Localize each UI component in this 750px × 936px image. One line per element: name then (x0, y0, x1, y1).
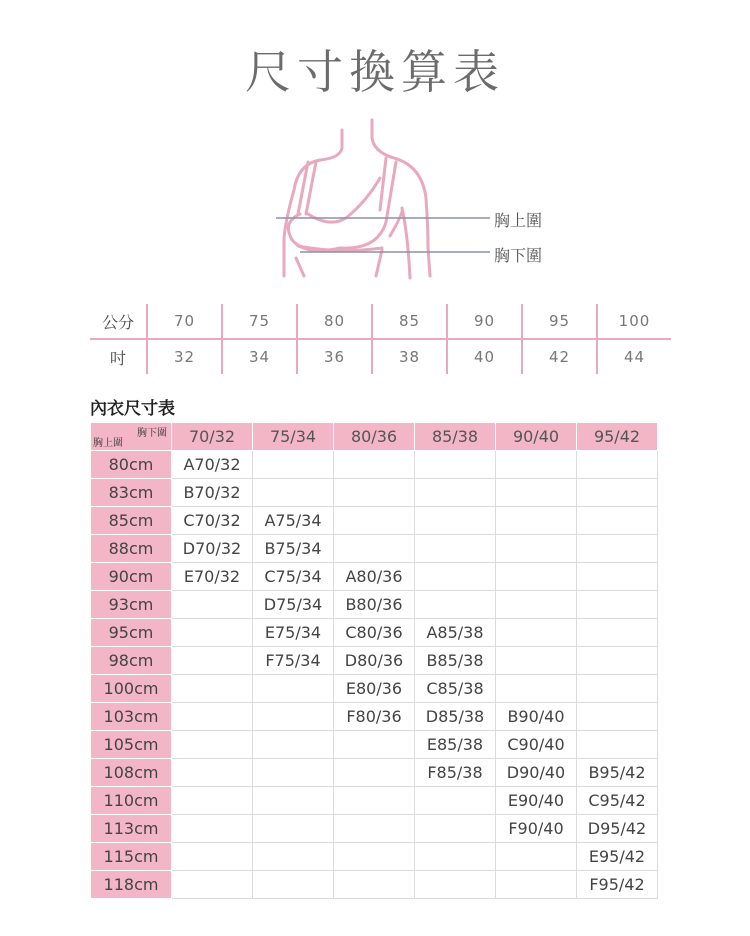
size-cell (172, 731, 253, 759)
cm-value: 80 (297, 304, 372, 339)
size-cell: D70/32 (172, 535, 253, 563)
table-row (91, 759, 658, 787)
size-cell (253, 675, 334, 703)
size-cell (496, 675, 577, 703)
table-row (91, 507, 658, 535)
size-cell (172, 647, 253, 675)
size-cell (577, 675, 658, 703)
size-cell (415, 479, 496, 507)
size-cell: D75/34 (253, 591, 334, 619)
size-cell (253, 787, 334, 815)
inch-value: 34 (222, 339, 297, 374)
size-cell (334, 759, 415, 787)
size-cell (253, 703, 334, 731)
cm-unit-label: 公分 (90, 304, 147, 339)
table-row (91, 563, 658, 591)
table-row (91, 871, 658, 899)
size-cell (496, 647, 577, 675)
size-cell: B75/34 (253, 535, 334, 563)
size-cell: D95/42 (577, 815, 658, 843)
table-row (91, 843, 658, 871)
size-cell: F80/36 (334, 703, 415, 731)
upper-bust-row-label: 105cm (91, 731, 172, 759)
inch-value: 32 (147, 339, 222, 374)
band-column-header: 95/42 (577, 423, 658, 451)
table-row (91, 787, 658, 815)
size-cell: A85/38 (415, 619, 496, 647)
size-cell (415, 843, 496, 871)
size-cell: E80/36 (334, 675, 415, 703)
size-cell (415, 871, 496, 899)
table-row (91, 591, 658, 619)
size-cell (172, 619, 253, 647)
size-cell (334, 479, 415, 507)
upper-bust-row-label: 118cm (91, 871, 172, 899)
size-cell (172, 675, 253, 703)
size-cell (496, 535, 577, 563)
size-cell (172, 759, 253, 787)
size-cell (577, 619, 658, 647)
cm-row (90, 304, 671, 339)
size-cell: B95/42 (577, 759, 658, 787)
size-cell (415, 787, 496, 815)
upper-bust-row-label: 115cm (91, 843, 172, 871)
band-column-header: 90/40 (496, 423, 577, 451)
size-cell (496, 591, 577, 619)
size-cell (496, 507, 577, 535)
cm-value: 70 (147, 304, 222, 339)
upper-bust-row-label: 100cm (91, 675, 172, 703)
size-cell (577, 647, 658, 675)
cm-value: 95 (522, 304, 597, 339)
inch-value: 42 (522, 339, 597, 374)
size-cell: B70/32 (172, 479, 253, 507)
size-cell (577, 535, 658, 563)
upper-bust-row-label: 98cm (91, 647, 172, 675)
size-cell (496, 451, 577, 479)
upper-bust-row-label: 90cm (91, 563, 172, 591)
upper-bust-row-label: 108cm (91, 759, 172, 787)
size-cell (253, 843, 334, 871)
size-cell: E75/34 (253, 619, 334, 647)
size-cell (172, 787, 253, 815)
bust-measurement-figure (270, 118, 570, 283)
cm-inch-conversion-table (90, 304, 671, 374)
size-cell (172, 871, 253, 899)
size-cell: C85/38 (415, 675, 496, 703)
band-column-header: 80/36 (334, 423, 415, 451)
table-row (91, 703, 658, 731)
band-column-header: 75/34 (253, 423, 334, 451)
cm-value: 100 (597, 304, 671, 339)
size-cell (334, 787, 415, 815)
size-cell: E90/40 (496, 787, 577, 815)
size-cell: E70/32 (172, 563, 253, 591)
table-row (91, 815, 658, 843)
size-cell (334, 815, 415, 843)
bra-size-table (90, 422, 658, 899)
upper-bust-row-label: 83cm (91, 479, 172, 507)
size-cell: C75/34 (253, 563, 334, 591)
under-bust-header: 胸下圍 (137, 428, 167, 439)
size-cell: D85/38 (415, 703, 496, 731)
size-cell (415, 535, 496, 563)
upper-bust-row-label: 113cm (91, 815, 172, 843)
size-cell (334, 871, 415, 899)
inch-value: 36 (297, 339, 372, 374)
table-row (91, 451, 658, 479)
size-cell: F95/42 (577, 871, 658, 899)
band-column-header: 85/38 (415, 423, 496, 451)
band-column-header: 70/32 (172, 423, 253, 451)
size-cell (253, 759, 334, 787)
table-row (91, 619, 658, 647)
size-cell (172, 843, 253, 871)
inch-row (90, 339, 671, 374)
size-cell: B85/38 (415, 647, 496, 675)
size-cell (334, 731, 415, 759)
size-cell: D90/40 (496, 759, 577, 787)
upper-bust-row-label: 85cm (91, 507, 172, 535)
size-cell: B80/36 (334, 591, 415, 619)
size-cell (496, 563, 577, 591)
size-cell: F90/40 (496, 815, 577, 843)
size-cell (415, 451, 496, 479)
size-cell (577, 563, 658, 591)
size-cell (496, 843, 577, 871)
upper-bust-label: 胸上圍 (494, 211, 543, 230)
size-cell (415, 815, 496, 843)
size-cell: F85/38 (415, 759, 496, 787)
inch-unit-label: 吋 (109, 348, 126, 368)
inch-value: 44 (597, 339, 671, 374)
size-cell: E95/42 (577, 843, 658, 871)
size-cell: C90/40 (496, 731, 577, 759)
size-cell (172, 815, 253, 843)
size-cell (415, 563, 496, 591)
size-cell (577, 731, 658, 759)
table-row (91, 479, 658, 507)
size-cell (577, 703, 658, 731)
size-cell (577, 507, 658, 535)
cm-value: 90 (447, 304, 522, 339)
size-cell (253, 451, 334, 479)
size-cell (496, 871, 577, 899)
cm-value: 75 (222, 304, 297, 339)
corner-header (91, 423, 172, 451)
size-cell (415, 507, 496, 535)
size-cell: A70/32 (172, 451, 253, 479)
size-cell (415, 591, 496, 619)
upper-bust-row-label: 80cm (91, 451, 172, 479)
upper-bust-header: 胸上圍 (93, 438, 123, 449)
size-cell: D80/36 (334, 647, 415, 675)
size-cell: F75/34 (253, 647, 334, 675)
inch-value: 38 (372, 339, 447, 374)
size-table-header (91, 423, 658, 451)
size-cell: C70/32 (172, 507, 253, 535)
table-row (91, 731, 658, 759)
size-cell (334, 843, 415, 871)
page-title: 尺寸換算表 (245, 45, 505, 99)
size-cell: A80/36 (334, 563, 415, 591)
size-cell: B90/40 (496, 703, 577, 731)
size-cell: E85/38 (415, 731, 496, 759)
size-cell: C95/42 (577, 787, 658, 815)
cm-value: 85 (372, 304, 447, 339)
size-cell (172, 703, 253, 731)
table-row (91, 647, 658, 675)
inch-value: 40 (447, 339, 522, 374)
size-cell (496, 619, 577, 647)
upper-bust-row-label: 110cm (91, 787, 172, 815)
size-cell (496, 479, 577, 507)
size-cell (253, 479, 334, 507)
table-row (91, 535, 658, 563)
size-cell (577, 591, 658, 619)
size-cell (253, 871, 334, 899)
under-bust-label: 胸下圍 (494, 246, 543, 265)
size-cell: A75/34 (253, 507, 334, 535)
size-cell (334, 507, 415, 535)
size-cell (334, 535, 415, 563)
size-cell: C80/36 (334, 619, 415, 647)
upper-bust-row-label: 88cm (91, 535, 172, 563)
size-cell (577, 479, 658, 507)
size-cell (334, 451, 415, 479)
upper-bust-row-label: 95cm (91, 619, 172, 647)
size-table-title: 內衣尺寸表 (90, 399, 175, 419)
upper-bust-row-label: 93cm (91, 591, 172, 619)
size-cell (577, 451, 658, 479)
size-cell (253, 815, 334, 843)
size-cell (172, 591, 253, 619)
upper-bust-row-label: 103cm (91, 703, 172, 731)
table-row (91, 675, 658, 703)
size-cell (253, 731, 334, 759)
